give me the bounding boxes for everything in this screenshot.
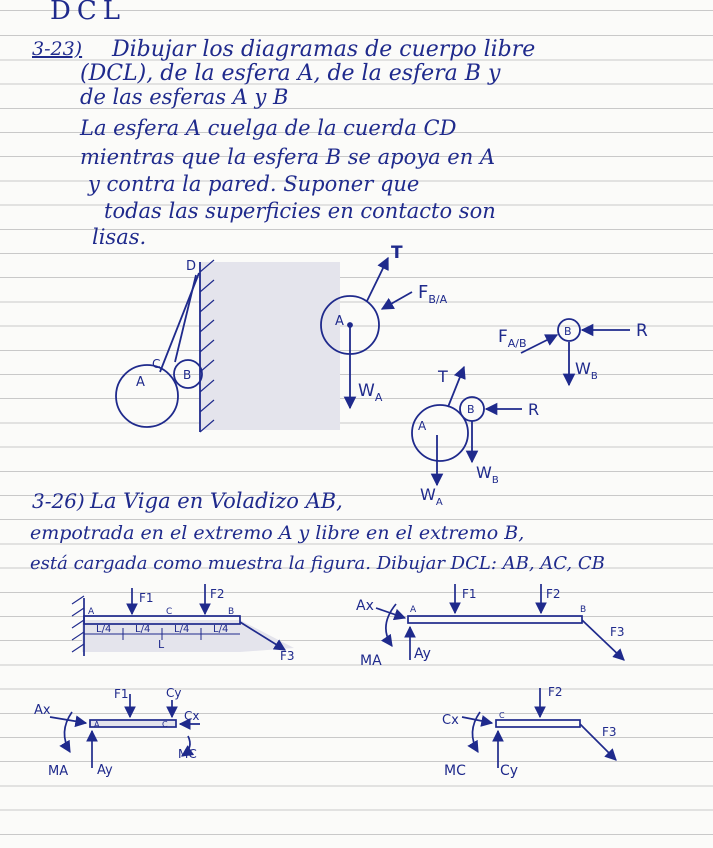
point-c-label: C: [162, 720, 168, 729]
tension-arrow: [367, 258, 388, 301]
cy-label: Cy: [500, 763, 519, 779]
moment-c-arrow: [472, 712, 480, 752]
tension-label: T: [438, 367, 448, 386]
weight-label: $W_A$: [358, 381, 383, 404]
point-b-label: B: [580, 605, 587, 615]
ax-label: Ax: [356, 598, 374, 614]
sphere-a-label: A: [136, 375, 145, 390]
point-c-label: C: [499, 711, 505, 720]
sphere-a-label: A: [335, 314, 344, 329]
problem-text-line: La esfera A cuelga de la cuerda CD: [80, 116, 457, 140]
fbd-beam-ac: [34, 686, 200, 779]
segment-label: L/4: [135, 624, 151, 635]
sphere-a-label: A: [418, 419, 427, 433]
ma-label: MA: [360, 653, 382, 669]
fbd-beam-cb: [442, 685, 617, 779]
ma-label: MA: [48, 764, 69, 779]
f3-label: F3: [602, 725, 617, 739]
point-c-label: C: [152, 357, 161, 371]
f1-label: F1: [462, 587, 477, 601]
rope-line: [175, 275, 196, 362]
tension-label: T: [391, 243, 403, 263]
weight-label: $W_B$: [575, 359, 598, 382]
sphere-b-label: B: [564, 325, 572, 338]
problem-text-line: empotrada en el extremo A y libre en el extremo B,: [30, 522, 525, 544]
sphere-a: [412, 405, 468, 461]
moment-a-arrow: [386, 604, 396, 646]
point-a-label: A: [88, 607, 95, 617]
beam-ab: [408, 616, 582, 623]
shaded-region: [200, 262, 340, 430]
f3-label: F3: [280, 649, 295, 663]
fbd-spheres-ab: [412, 367, 539, 508]
point-b-label: B: [228, 607, 235, 617]
ay-label: Ay: [414, 646, 431, 662]
length-label: L: [158, 638, 165, 651]
point-c-label: C: [166, 607, 173, 617]
reaction-label: R: [636, 321, 648, 341]
f1-label: F1: [114, 687, 129, 701]
fbd-beam-ab: [356, 584, 625, 669]
mc-label: MC: [178, 747, 197, 761]
weight-b-label: $W_B$: [476, 463, 499, 486]
segment-label: L/4: [96, 624, 112, 635]
f2-label: F2: [210, 587, 225, 601]
point-a-label: A: [410, 605, 417, 615]
cy-label: Cy: [166, 686, 182, 700]
problem-text-line: de las esferas A y B: [80, 85, 289, 109]
page-title: DCL: [50, 0, 127, 26]
fbd-sphere-b: [498, 319, 648, 385]
problem-number: 3-26): [32, 489, 85, 513]
point-a-label: A: [94, 720, 100, 729]
f2-label: F2: [548, 685, 563, 699]
problem-text-line: lisas.: [92, 225, 147, 249]
cx-label: Cx: [184, 709, 200, 723]
force-label: $F_{B/A}$: [418, 282, 448, 306]
ax-label: Ax: [34, 703, 51, 718]
ay-label: Ay: [97, 763, 113, 778]
problem-text-line: y contra la pared. Suponer que: [88, 172, 420, 196]
problem-text-line: (DCL), de la esfera A, de la esfera B y: [80, 61, 501, 86]
sphere-a: [116, 365, 178, 427]
sphere-b-label: B: [467, 403, 475, 416]
cx-label: Cx: [442, 713, 459, 728]
sphere-setup-figure: [116, 259, 340, 432]
mc-label: MC: [444, 763, 466, 779]
f3-label: F3: [610, 625, 625, 639]
problem-number: 3-23): [32, 38, 83, 60]
segment-label: L/4: [174, 624, 190, 635]
segment-label: L/4: [213, 624, 229, 635]
force-b-on-a-arrow: [382, 292, 412, 309]
problem-text-line: La Viga en Voladizo AB,: [90, 489, 343, 513]
tension-arrow: [448, 367, 464, 407]
center-dot: [348, 323, 352, 327]
reaction-label: R: [528, 400, 540, 419]
f1-label: F1: [139, 591, 154, 605]
beam-cb: [496, 720, 580, 727]
force-label: $F_{A/B}$: [498, 327, 527, 350]
problem-text-line: todas las superficies en contacto son: [104, 199, 496, 223]
weight-a-label: $W_A$: [420, 485, 443, 508]
point-d-label: D: [186, 259, 197, 274]
f2-label: F2: [546, 587, 561, 601]
problem-text-line: está cargada como muestra la figura. Dibujar DCL: AB, AC, CB: [30, 553, 605, 574]
moment-a-arrow: [64, 712, 72, 752]
problem-text-line: mientras que la esfera B se apoya en A: [80, 145, 496, 169]
cantilever-beam-figure: [72, 584, 295, 663]
problem-text-line: Dibujar los diagramas de cuerpo libre: [112, 37, 536, 62]
sphere-b-label: B: [183, 368, 192, 382]
